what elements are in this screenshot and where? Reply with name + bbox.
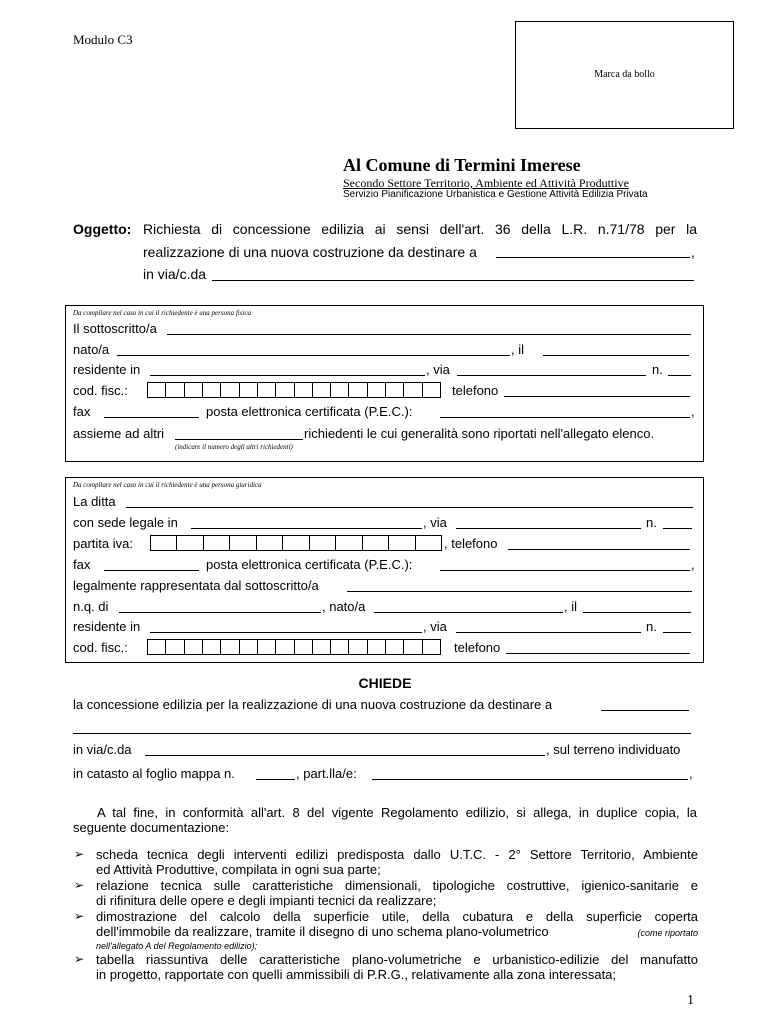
subject-line-3: in via/c.da <box>143 266 207 282</box>
request-destination-field[interactable] <box>601 710 689 711</box>
subject-label: Oggetto: <box>73 221 132 237</box>
land-label: , sul terreno individuato <box>546 742 681 757</box>
via-label: , via <box>426 362 450 377</box>
phone-label: telefono <box>452 383 499 398</box>
request-via-label: in via/c.da <box>73 742 132 757</box>
resident-label: residente in <box>73 362 141 377</box>
request-heading: CHIEDE <box>358 675 412 691</box>
seat-street-field[interactable] <box>456 528 641 529</box>
doc-intro-line-1: A tal fine, in conformità all'art. 8 del vigente Regolamento edilizio, si allega, in duplice copia, la <box>97 805 697 820</box>
doc-item-2 <box>96 878 698 908</box>
vat-grid[interactable] <box>150 535 442 551</box>
number-label: n. <box>652 362 663 377</box>
doc-item-3-note-2: nell'allegato A del Regolamento edilizio); <box>96 941 258 951</box>
seat-field[interactable] <box>191 528 422 529</box>
rep-tax-code-grid[interactable] <box>147 639 441 655</box>
rep-street-number-field[interactable] <box>663 632 691 633</box>
rep-date-label: , il <box>564 599 577 614</box>
arrow-bullet-icon: ➢ <box>74 878 85 892</box>
subject-line-2: realizzazione di una nuova costruzione da destinare a <box>143 244 477 260</box>
rep-phone-label: telefono <box>454 640 501 655</box>
others-note: (indicare il numero degli altri richiedenti) <box>175 443 293 451</box>
fax-label: fax <box>73 404 91 419</box>
undersigned-label: Il sottoscritto/a <box>73 321 157 336</box>
address-field[interactable] <box>212 280 694 281</box>
doc-item-3-line-1: dimostrazione del calcolo della superficie utile, della cubatura e della superficie coperta <box>96 909 698 924</box>
doc-item-3-line-2: dell'immobile da realizzare, tramite il disegno di uno schema plano-volumetrico <box>96 924 549 939</box>
doc-item-4 <box>96 952 698 982</box>
comma: , <box>689 766 693 781</box>
rep-born-label: , nato/a <box>322 599 366 614</box>
seat-label: con sede legale in <box>73 515 178 530</box>
company-pec-field[interactable] <box>440 570 690 571</box>
via-label: , via <box>423 515 447 530</box>
rep-residence-field[interactable] <box>150 632 422 633</box>
page-number: 1 <box>687 993 694 1008</box>
rep-resident-label: residente in <box>73 619 141 634</box>
street-field[interactable] <box>457 375 646 376</box>
request-destination-field-2[interactable] <box>73 733 691 734</box>
comma: , <box>691 404 695 419</box>
born-date-label: , il <box>511 342 524 357</box>
legal-entity-note: Da compilare nel caso in cui il richiedente è una persona giuridica <box>73 481 262 489</box>
vat-label: partita iva: <box>73 536 133 551</box>
sheet-field[interactable] <box>256 779 295 780</box>
seat-number-field[interactable] <box>663 528 692 529</box>
destination-field[interactable] <box>496 257 690 258</box>
parcel-label: , part.lla/e: <box>296 766 357 781</box>
pec-label: posta elettronica certificata (P.E.C.): <box>206 404 413 419</box>
company-fax-field[interactable] <box>104 570 199 571</box>
comma: , <box>691 557 695 572</box>
doc-item-2-line-1: relazione tecnica sulle caratteristiche dimensionali, tipologiche costruttive, igienico-sanitarie e <box>96 878 698 893</box>
representative-field[interactable] <box>347 591 692 592</box>
pec-field[interactable] <box>440 417 690 418</box>
rep-street-field[interactable] <box>456 632 641 633</box>
doc-item-1-line-2: ed Attività Produttive, compilata in ogni sua parte; <box>96 862 381 877</box>
arrow-bullet-icon: ➢ <box>74 952 85 966</box>
doc-item-4-line-1: tabella riassuntiva delle caratteristiche plano-volumetriche e urbanistico-edilizie del manufatto <box>96 952 698 967</box>
arrow-bullet-icon: ➢ <box>74 909 85 923</box>
doc-item-3-note: (come riportato <box>637 928 698 938</box>
doc-intro-line-2: seguente documentazione: <box>73 820 230 835</box>
represented-label: legalmente rappresentata dal sottoscritto/a <box>73 578 319 593</box>
company-phone-label: , telefono <box>444 536 498 551</box>
phone-field[interactable] <box>504 396 690 397</box>
cadastre-label: in catasto al foglio mappa n. <box>73 766 235 781</box>
rep-tax-code-label: cod. fisc.: <box>73 640 128 655</box>
birthdate-field[interactable] <box>543 355 689 356</box>
rep-number-label: n. <box>646 619 657 634</box>
parcel-field[interactable] <box>372 779 688 780</box>
request-address-field[interactable] <box>145 755 545 756</box>
subject-line-1: Richiesta di concessione edilizia ai sensi dell'art. 36 della L.R. n.71/78 per la <box>143 221 697 237</box>
arrow-bullet-icon: ➢ <box>74 847 85 861</box>
tax-code-grid[interactable] <box>147 382 441 398</box>
rep-phone-field[interactable] <box>506 653 690 654</box>
tax-code-label: cod. fisc.: <box>73 383 128 398</box>
stamp-label: Marca da bollo <box>594 69 655 80</box>
street-number-field[interactable] <box>668 375 691 376</box>
doc-item-4-line-2: in progetto, rapportate con quelli ammissibili di P.R.G., relativamente alla zona interessata; <box>96 967 617 982</box>
addressee: Al Comune di Termini Imerese <box>343 155 581 175</box>
company-label: La ditta <box>73 494 116 509</box>
role-field[interactable] <box>119 612 321 613</box>
others-label: assieme ad altri <box>73 426 165 441</box>
rep-via-label: , via <box>423 619 447 634</box>
company-fax-label: fax <box>73 557 91 572</box>
nq-label: n.q. di <box>73 599 109 614</box>
birthplace-field[interactable] <box>117 355 510 356</box>
rep-birthplace-field[interactable] <box>374 612 563 613</box>
company-pec-label: posta elettronica certificata (P.E.C.): <box>206 557 413 572</box>
rep-birthdate-field[interactable] <box>583 612 691 613</box>
born-label: nato/a <box>73 342 110 357</box>
doc-item-1-line-1: scheda tecnica degli interventi edilizi predisposta dallo U.T.C. - 2° Settore Territorio, Ambiente <box>96 847 698 862</box>
others-count-field[interactable] <box>175 439 303 440</box>
residence-field[interactable] <box>150 375 425 376</box>
request-line-1: la concessione edilizia per la realizzazione di una nuova costruzione da destinare a <box>73 697 553 712</box>
natural-person-note: Da compilare nel caso in cui il richiedente è una persona fisica <box>73 309 252 317</box>
comma: , <box>691 244 695 260</box>
department: Secondo Settore Territorio, Ambiente ed Attività Produttive <box>343 176 629 190</box>
undersigned-field[interactable] <box>167 334 691 335</box>
company-field[interactable] <box>126 507 693 508</box>
fax-field[interactable] <box>104 417 199 418</box>
service: Servizio Pianificazione Urbanistica e Gestione Attività Edilizia Privata <box>343 189 648 200</box>
stamp-box <box>515 21 734 129</box>
number-label: n. <box>646 515 657 530</box>
doc-item-3 <box>96 909 698 952</box>
doc-item-1 <box>96 847 698 877</box>
form-code: Modulo C3 <box>73 32 133 47</box>
company-phone-field[interactable] <box>508 549 690 550</box>
others-text: richiedenti le cui generalità sono riportati nell'allegato elenco. <box>304 426 655 441</box>
doc-item-2-line-2: di rifinitura delle opere e degli impianti tecnici da realizzare; <box>96 893 437 908</box>
